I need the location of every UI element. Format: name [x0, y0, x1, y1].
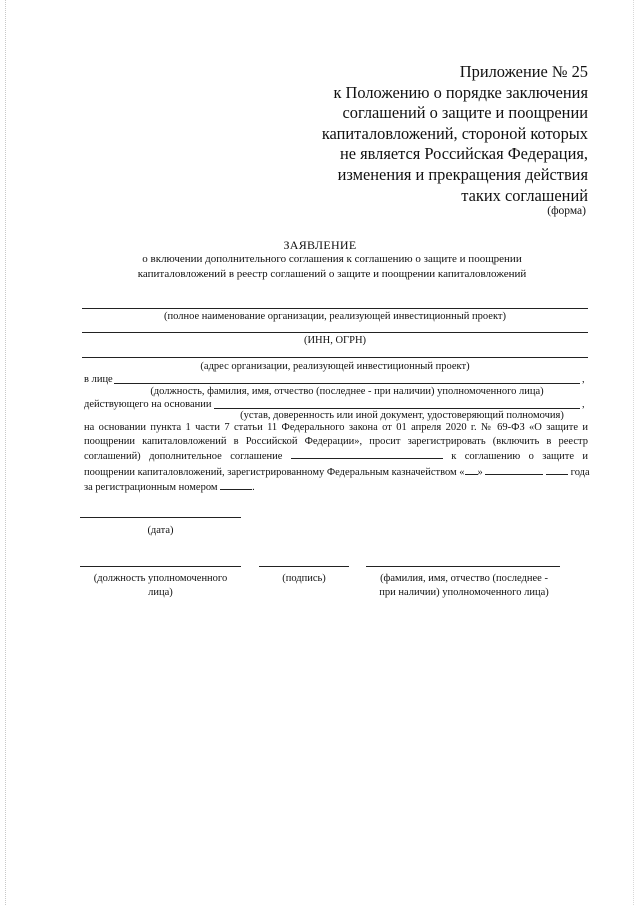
annex-line: Приложение № 25	[459, 62, 588, 81]
inn-ogrn-field[interactable]	[82, 332, 588, 333]
year-field[interactable]	[546, 465, 568, 475]
signature-field[interactable]	[259, 566, 349, 567]
scan-edge-right	[633, 0, 634, 905]
request-paragraph	[84, 421, 588, 495]
annex-line: не является Российская Федерация,	[339, 144, 588, 164]
position-caption	[80, 572, 241, 600]
annex-header	[322, 62, 588, 206]
date-caption: (дата)	[147, 525, 174, 536]
paragraph-text: поощрении капиталовложений, зарегистрированному Федеральным казначейством «	[84, 466, 465, 478]
paragraph-text: »	[477, 466, 483, 478]
month-field[interactable]	[485, 465, 543, 475]
paragraph-line: поощрении капиталовложений в Российской Федерации», просит зарегистрировать (включить в реестр	[84, 436, 588, 448]
basis-prefix: действующего на основании	[84, 399, 212, 410]
date-field[interactable]	[80, 517, 241, 518]
paragraph-text: года	[570, 466, 590, 478]
full-name-caption	[362, 572, 566, 600]
org-name-caption: (полное наименование организации, реализующей инвестиционный проект)	[163, 311, 506, 322]
inn-ogrn-caption: (ИНН, ОГРН)	[303, 335, 367, 346]
address-caption: (адрес организации, реализующей инвестиционный проект)	[200, 361, 470, 372]
document-title: ЗАЯВЛЕНИЕ	[283, 238, 357, 252]
form-label: (форма)	[547, 205, 586, 217]
signature-caption: (подпись)	[282, 573, 326, 584]
day-field[interactable]	[465, 465, 478, 475]
paragraph-line	[84, 465, 588, 480]
paragraph-line: на основании пункта 1 части 7 статьи 11 Федерального закона от 01 апреля 2020 г. № 69-ФЗ «О защите и	[84, 422, 588, 433]
paragraph-text: к соглашению о защите и	[451, 451, 589, 463]
paragraph-line	[84, 480, 588, 495]
scan-edge-left	[5, 0, 6, 905]
subtitle-line: о включении дополнительного соглашения к соглашению о защите и поощрении	[142, 253, 522, 265]
subtitle-line: капиталовложений в реестр соглашений о защите и поощрении капиталовложений	[137, 268, 527, 280]
paragraph-text: .	[252, 481, 255, 493]
org-name-field[interactable]	[82, 308, 588, 309]
person-caption: (должность, фамилия, имя, отчество (последнее - при наличии) уполномоченного лица)	[150, 386, 544, 397]
caption-line: при наличии) уполномоченного лица)	[379, 587, 549, 598]
annex-line: соглашений о защите и поощрении	[342, 103, 588, 123]
caption-line: лица)	[148, 587, 173, 598]
person-field[interactable]	[114, 383, 580, 384]
agreement-field[interactable]	[291, 449, 443, 459]
basis-field[interactable]	[214, 408, 580, 409]
full-name-field[interactable]	[366, 566, 560, 567]
basis-caption: (устав, доверенность или иной документ, удостоверяющий полномочия)	[240, 410, 564, 421]
annex-line: капиталовложений, стороной которых	[321, 123, 588, 143]
document-subtitle	[80, 252, 584, 282]
caption-line: (фамилия, имя, отчество (последнее -	[380, 573, 548, 584]
position-field[interactable]	[80, 566, 241, 567]
paragraph-text: за регистрационным номером	[84, 481, 218, 493]
annex-line: к Положению о порядке заключения	[333, 82, 588, 102]
person-suffix: ,	[582, 374, 585, 385]
registration-number-field[interactable]	[220, 480, 252, 490]
paragraph-line	[84, 449, 588, 464]
paragraph-text: соглашений) дополнительное соглашение	[84, 451, 283, 463]
basis-suffix: ,	[582, 399, 585, 410]
annex-line: изменения и прекращения действия	[337, 164, 588, 184]
caption-line: (должность уполномоченного	[93, 573, 228, 584]
address-field[interactable]	[82, 357, 588, 358]
person-prefix: в лице	[84, 374, 113, 385]
annex-line: таких соглашений	[461, 185, 588, 205]
